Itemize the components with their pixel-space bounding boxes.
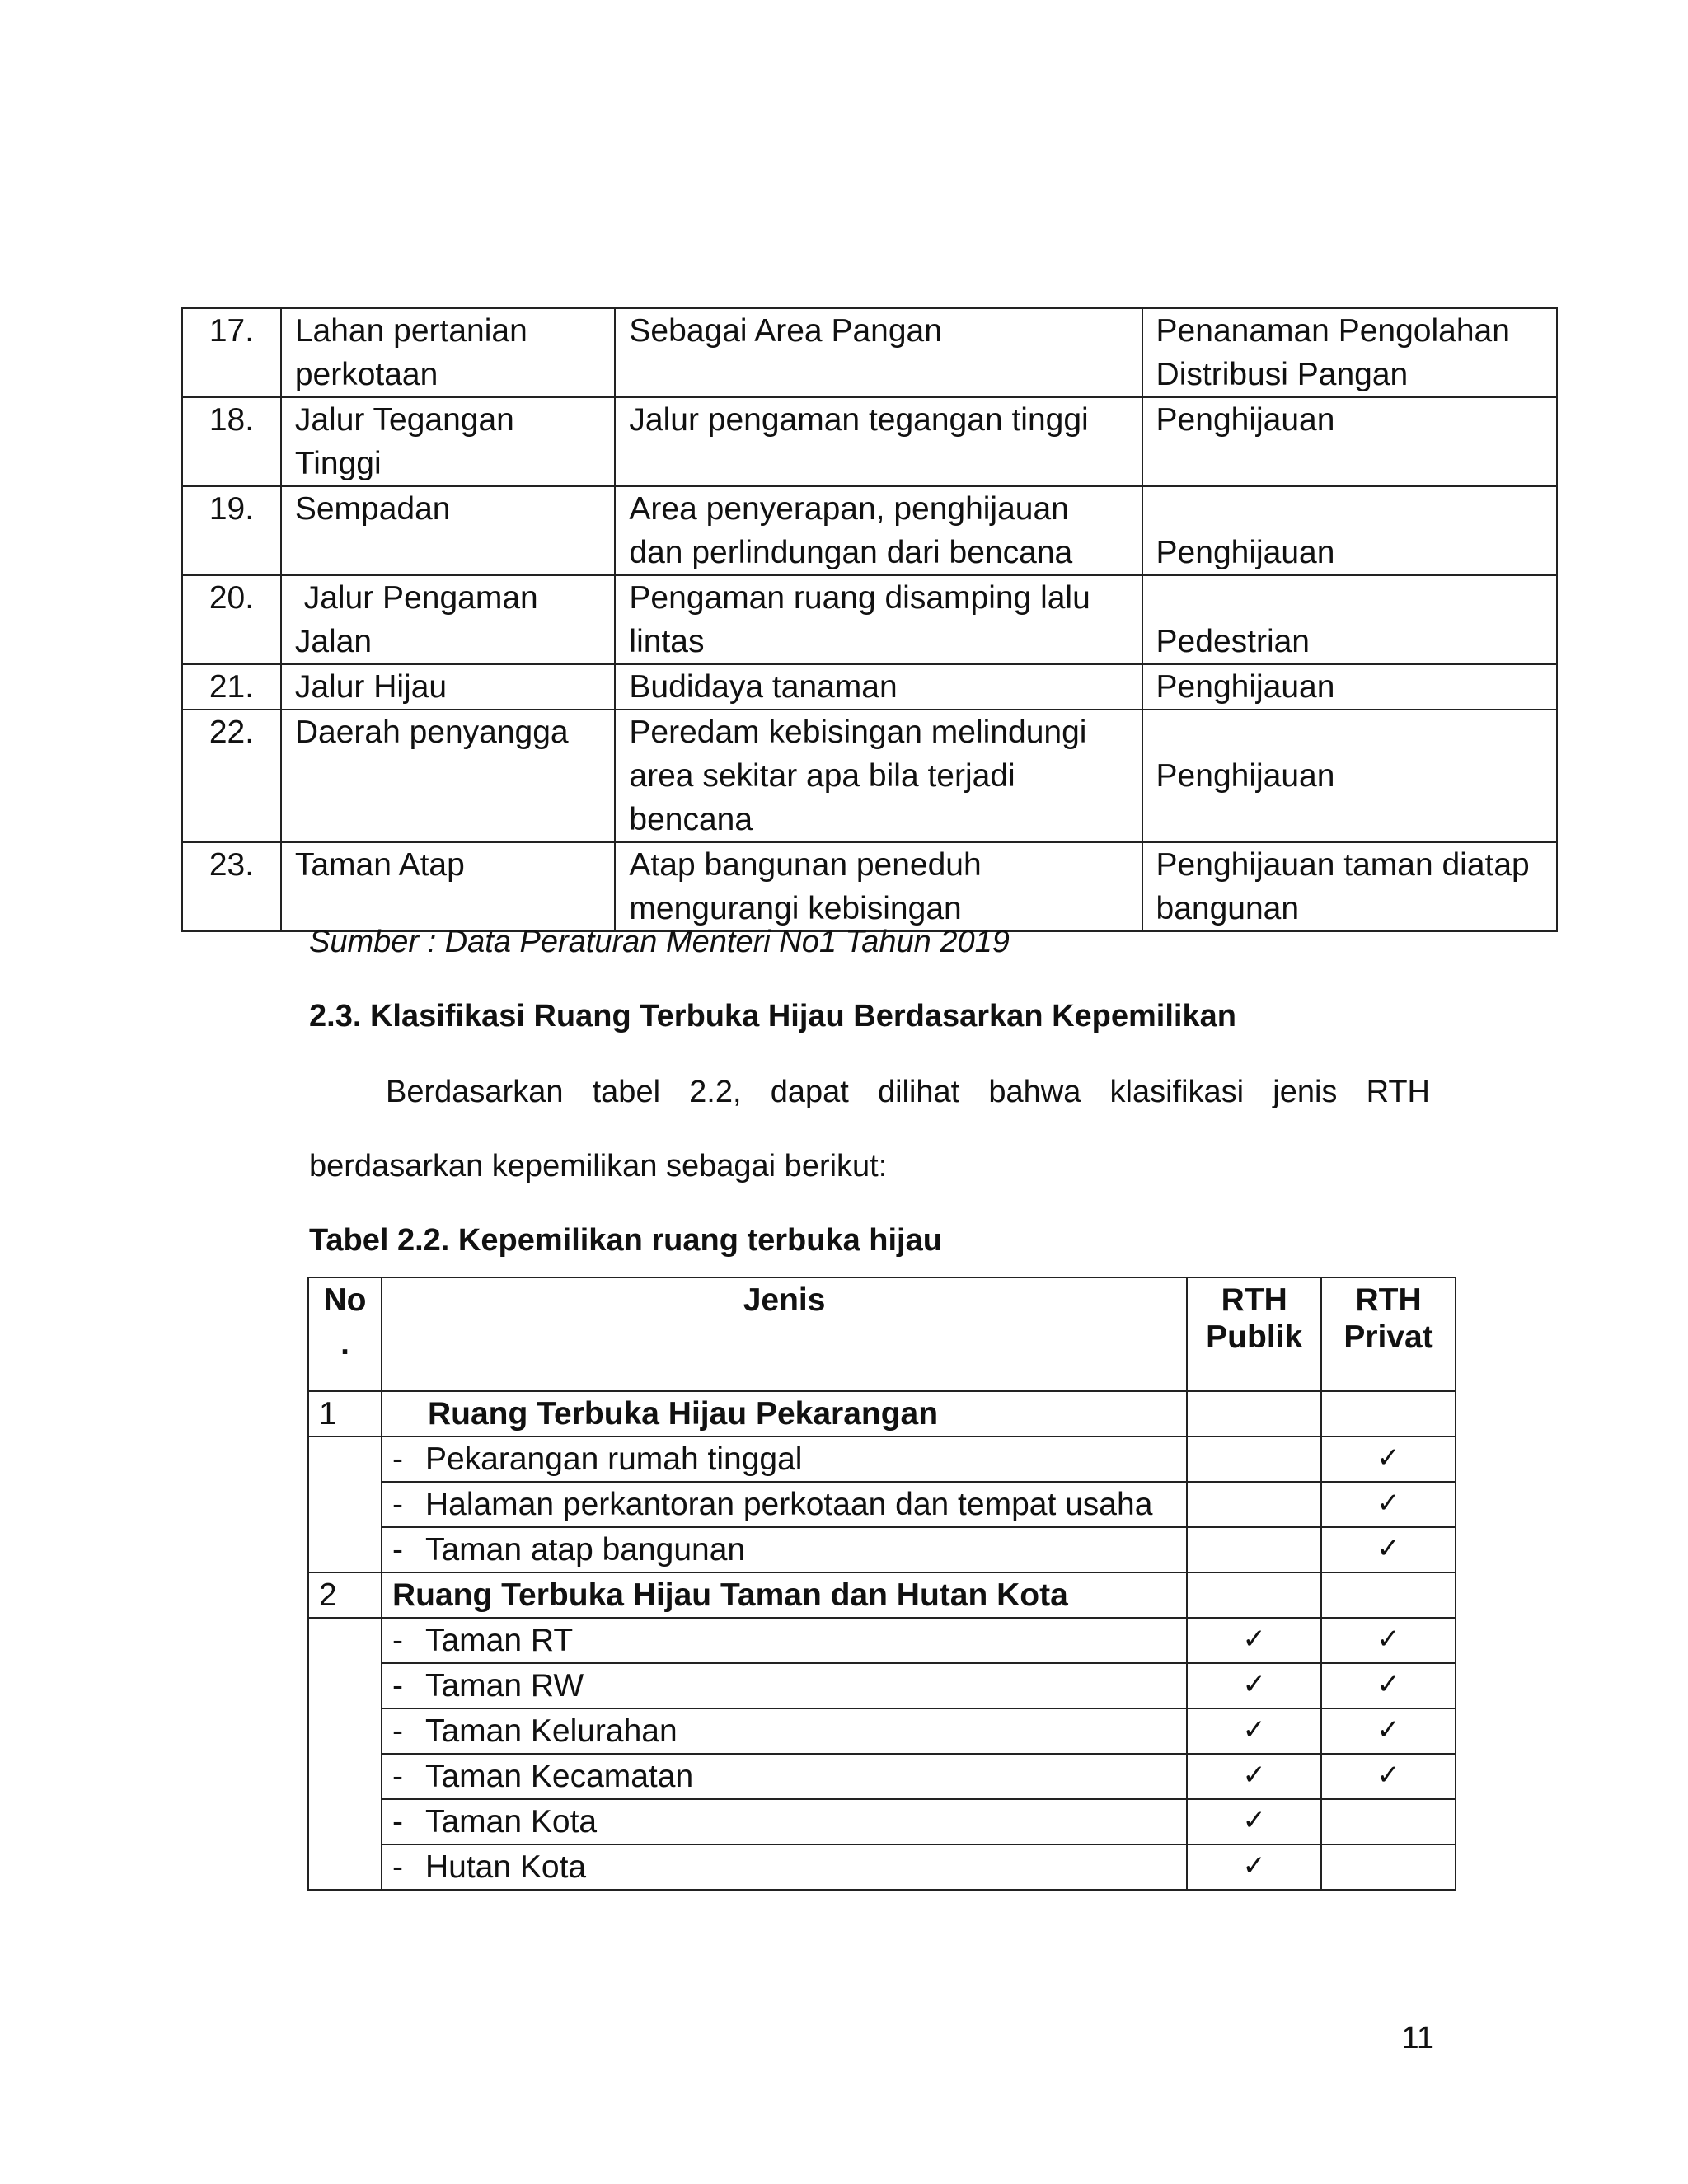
header-jenis: Jenis: [382, 1277, 1187, 1391]
table-row: [182, 710, 1557, 842]
table-row: [182, 486, 1557, 575]
group-title: Ruang Terbuka Hijau Pekarangan: [382, 1391, 1187, 1436]
item-label: [382, 1527, 1187, 1572]
table-row: [308, 1663, 1456, 1708]
table-row: [308, 1754, 1456, 1799]
group-row: [308, 1572, 1456, 1618]
rth-activity: Penanaman Pengolahan Distribusi Pangan: [1142, 308, 1557, 397]
item-label: [382, 1844, 1187, 1890]
row-number: 22.: [182, 710, 281, 842]
rth-function: Sebagai Area Pangan: [615, 308, 1142, 397]
table-row: [308, 1618, 1456, 1663]
rth-type: Sempadan: [281, 486, 616, 575]
row-number: 20.: [182, 575, 281, 664]
group-number-spacer: [308, 1618, 382, 1890]
rth-function: Area penyerapan, penghijauan dan perlindungan dari bencana: [615, 486, 1142, 575]
check-icon: ✓: [1187, 1754, 1321, 1799]
row-number: 23.: [182, 842, 281, 931]
check-icon: ✓: [1321, 1754, 1456, 1799]
check-icon: ✓: [1321, 1527, 1456, 1572]
rth-type: Lahan pertanian perkotaan: [281, 308, 616, 397]
table-row: [182, 842, 1557, 931]
item-text: Halaman perkantoran perkotaan dan tempat usaha: [424, 1487, 1153, 1522]
publik-cell: [1187, 1391, 1321, 1436]
table-row: [182, 575, 1557, 664]
table-row: [308, 1482, 1456, 1527]
item-dash: -: [392, 1441, 403, 1477]
header-no-dot: .: [340, 1326, 349, 1361]
header-publik-line1: RTH: [1221, 1282, 1287, 1318]
item-text: Taman Kota: [424, 1804, 598, 1840]
group-number: 2: [308, 1572, 382, 1618]
rth-activity: Penghijauan: [1142, 397, 1557, 486]
rth-function-table: [181, 307, 1558, 932]
header-rth-privat: [1321, 1277, 1456, 1391]
check-icon: ✓: [1187, 1799, 1321, 1844]
item-label: [382, 1799, 1187, 1844]
group-number: 1: [308, 1391, 382, 1436]
header-privat-line1: RTH: [1355, 1282, 1422, 1318]
paragraph-line-2: berdasarkan kepemilikan sebagai berikut:: [309, 1149, 888, 1183]
rth-activity: Pedestrian: [1142, 575, 1557, 664]
check-icon: [1321, 1799, 1456, 1844]
item-text: Taman RW: [424, 1668, 584, 1704]
check-icon: ✓: [1187, 1708, 1321, 1754]
item-label: [382, 1618, 1187, 1663]
paragraph-line-1: Berdasarkan tabel 2.2, dapat dilihat bahwa klasifikasi jenis RTH: [386, 1075, 1430, 1109]
item-text: Hutan Kota: [424, 1849, 587, 1885]
rth-type: Jalur Tegangan Tinggi: [281, 397, 616, 486]
rth-type: Jalur Hijau: [281, 664, 616, 710]
group-number-spacer: [308, 1436, 382, 1572]
rth-type: Daerah penyangga: [281, 710, 616, 842]
rth-type: Jalur Pengaman Jalan: [281, 575, 616, 664]
table-row: [308, 1527, 1456, 1572]
check-icon: [1187, 1436, 1321, 1482]
item-label: [382, 1436, 1187, 1482]
rth-function: Jalur pengaman tegangan tinggi: [615, 397, 1142, 486]
table-source-caption: Sumber : Data Peraturan Menteri No1 Tahun 2019: [309, 925, 1010, 959]
item-dash: -: [392, 1668, 403, 1704]
row-number: 21.: [182, 664, 281, 710]
item-dash: -: [392, 1804, 403, 1840]
table-row: [182, 397, 1557, 486]
check-icon: ✓: [1187, 1844, 1321, 1890]
item-label: [382, 1754, 1187, 1799]
header-publik-line2: Publik: [1206, 1319, 1303, 1355]
rth-function: Atap bangunan peneduh mengurangi kebisingan: [615, 842, 1142, 931]
rth-function: Pengaman ruang disamping lalu lintas: [615, 575, 1142, 664]
rth-type: Taman Atap: [281, 842, 616, 931]
check-icon: ✓: [1321, 1618, 1456, 1663]
row-number: 18.: [182, 397, 281, 486]
check-icon: [1187, 1482, 1321, 1527]
table-title: Tabel 2.2. Kepemilikan ruang terbuka hijau: [309, 1223, 942, 1258]
header-no: [308, 1277, 382, 1391]
row-number: 17.: [182, 308, 281, 397]
table-header-row: [308, 1277, 1456, 1391]
item-dash: -: [392, 1532, 403, 1568]
rth-activity: Penghijauan: [1142, 710, 1557, 842]
rth-function: Budidaya tanaman: [615, 664, 1142, 710]
check-icon: [1321, 1844, 1456, 1890]
privat-cell: [1321, 1391, 1456, 1436]
header-no-label: No: [323, 1282, 367, 1318]
item-dash: -: [392, 1623, 403, 1658]
check-icon: ✓: [1321, 1663, 1456, 1708]
rth-activity: Penghijauan taman diatap bangunan: [1142, 842, 1557, 931]
check-icon: ✓: [1187, 1618, 1321, 1663]
row-number: 19.: [182, 486, 281, 575]
rth-activity: Penghijauan: [1142, 664, 1557, 710]
item-label: [382, 1482, 1187, 1527]
ownership-table: [307, 1277, 1456, 1891]
group-title: Ruang Terbuka Hijau Taman dan Hutan Kota: [382, 1572, 1187, 1618]
check-icon: ✓: [1187, 1663, 1321, 1708]
table-row: [308, 1844, 1456, 1890]
table-row: [182, 308, 1557, 397]
rth-function: Peredam kebisingan melindungi area sekitar apa bila terjadi bencana: [615, 710, 1142, 842]
item-dash: -: [392, 1713, 403, 1749]
item-label: [382, 1708, 1187, 1754]
check-icon: ✓: [1321, 1482, 1456, 1527]
check-icon: ✓: [1321, 1708, 1456, 1754]
rth-activity: Penghijauan: [1142, 486, 1557, 575]
item-dash: -: [392, 1849, 403, 1885]
section-heading: 2.3. Klasifikasi Ruang Terbuka Hijau Berdasarkan Kepemilikan: [309, 999, 1236, 1033]
group-row: [308, 1391, 1456, 1436]
item-text: Taman Kecamatan: [424, 1759, 694, 1794]
header-rth-publik: [1187, 1277, 1321, 1391]
publik-cell: [1187, 1572, 1321, 1618]
item-dash: -: [392, 1759, 403, 1794]
item-text: Taman RT: [424, 1623, 574, 1658]
table-row: [182, 664, 1557, 710]
item-label: [382, 1663, 1187, 1708]
header-privat-line2: Privat: [1343, 1319, 1433, 1355]
item-text: Pekarangan rumah tinggal: [424, 1441, 803, 1477]
table-row: [308, 1708, 1456, 1754]
table-row: [308, 1799, 1456, 1844]
item-text: Taman atap bangunan: [424, 1532, 746, 1568]
privat-cell: [1321, 1572, 1456, 1618]
table-row: [308, 1436, 1456, 1482]
item-dash: -: [392, 1487, 403, 1522]
page-number: 11: [1401, 2021, 1434, 2055]
check-icon: [1187, 1527, 1321, 1572]
item-text: Taman Kelurahan: [424, 1713, 678, 1749]
check-icon: ✓: [1321, 1436, 1456, 1482]
